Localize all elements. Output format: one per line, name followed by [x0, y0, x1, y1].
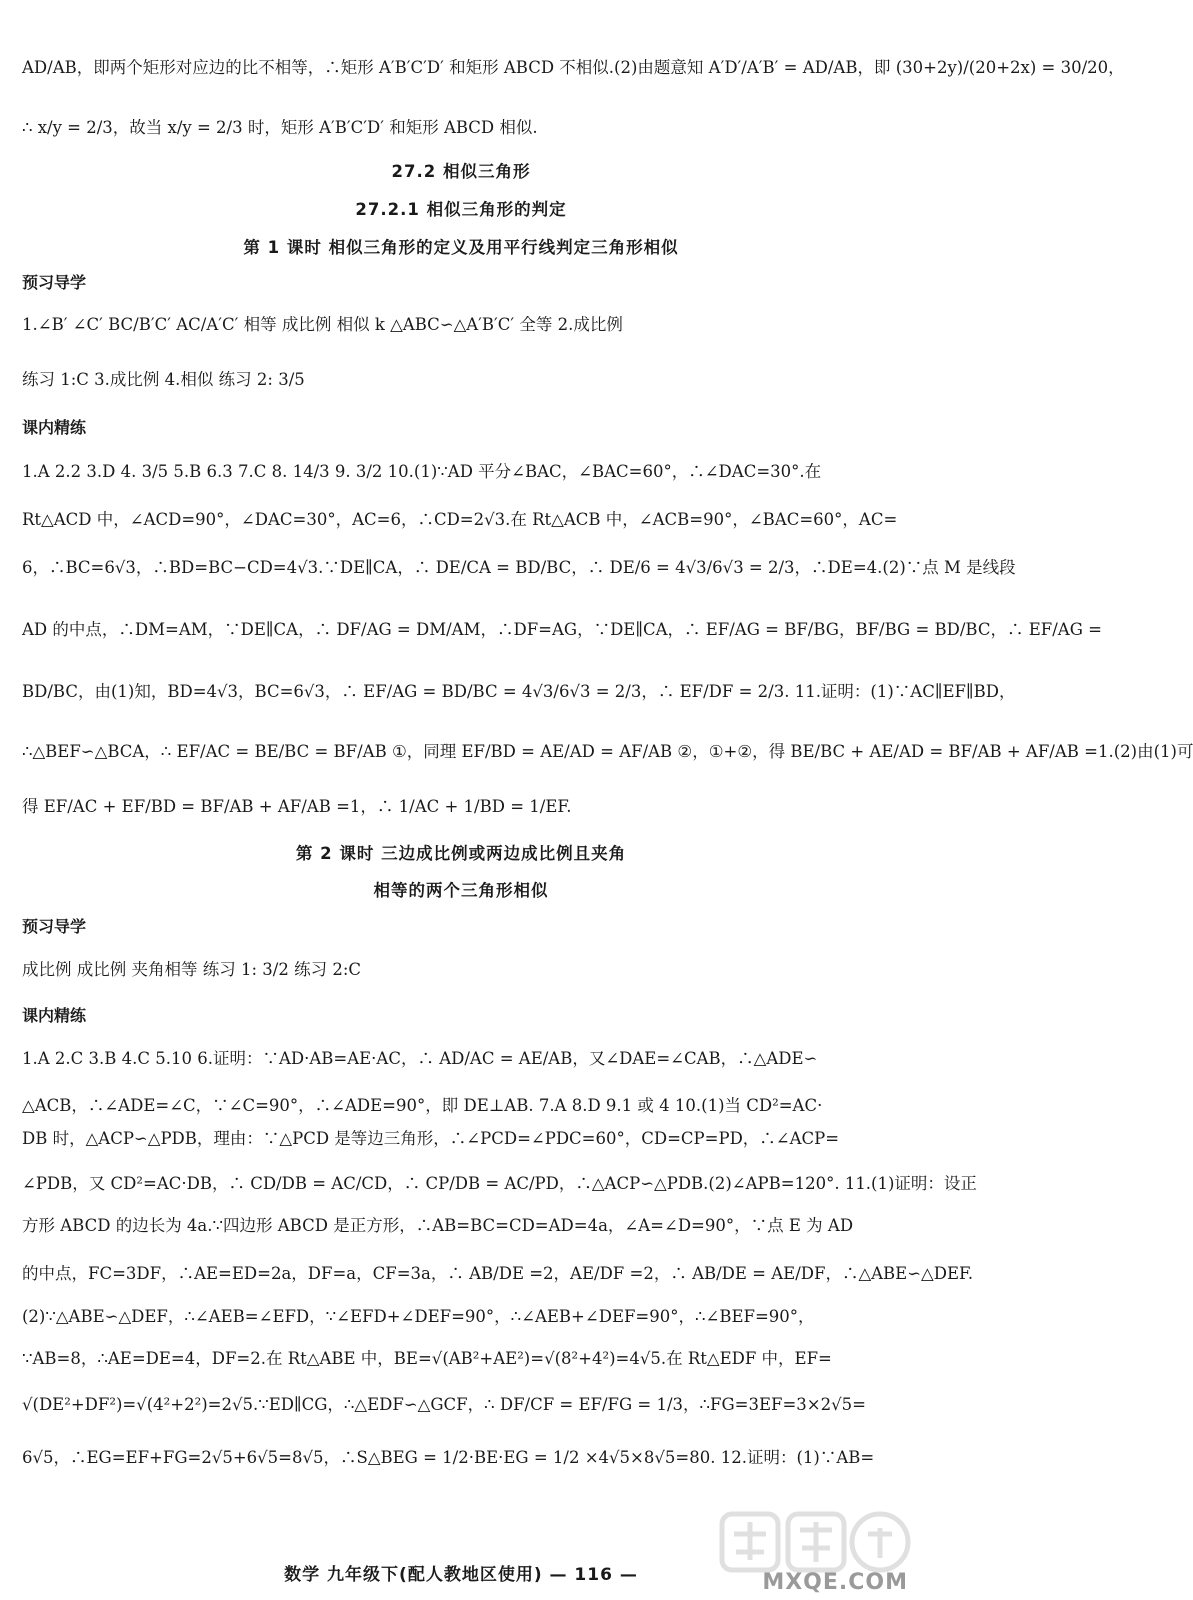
- text-line: 1.A 2.C 3.B 4.C 5.10 6.证明：∵AD·AB=AE·AC，∴ AD/AC = AE/AB，又∠DAE=∠CAB，∴△ADE∽: [22, 1049, 818, 1068]
- text-line: ∴ x/y = 2/3，故当 x/y = 2/3 时，矩形 A′B′C′D′ 和矩形 ABCD 相似.: [22, 118, 538, 137]
- text-line: Rt△ACD 中，∠ACD=90°，∠DAC=30°，AC=6，∴CD=2√3.在 Rt△ACB 中，∠ACB=90°，∠BAC=60°，AC=: [22, 510, 898, 529]
- text-line: △ACB，∴∠ADE=∠C，∵∠C=90°，∴∠ADE=90°，即 DE⊥AB. 7.A 8.D 9.1 或 4 10.(1)当 CD²=AC·: [22, 1096, 823, 1115]
- text-line: 6√5，∴EG=EF+FG=2√5+6√5=8√5，∴S△BEG = 1/2·BE·EG = 1/2 ×4√5×8√5=80. 12.证明：(1)∵AB=: [22, 1448, 875, 1467]
- preview-label: 预习导学: [22, 273, 87, 292]
- text-line: AD 的中点，∴DM=AM，∵DE∥CA，∴ DF/AG = DM/AM，∴DF=AG，∵DE∥CA，∴ EF/AG = BF/BG，BF/BG = BD/BC，∴ EF/AG =: [22, 620, 1102, 639]
- text-line: 1.∠B′ ∠C′ BC/B′C′ AC/A′C′ 相等 成比例 相似 k △ABC∽△A′B′C′ 全等 2.成比例: [22, 315, 623, 334]
- text-line: 方形 ABCD 的边长为 4a.∵四边形 ABCD 是正方形，∴AB=BC=CD=AD=4a，∠A=∠D=90°，∵点 E 为 AD: [22, 1216, 854, 1235]
- preview-label: 预习导学: [22, 917, 87, 936]
- text-line: AD/AB，即两个矩形对应边的比不相等，∴矩形 A′B′C′D′ 和矩形 ABCD 不相似.(2)由题意知 A′D′/A′B′ = AD/AB，即 (30+2y)/(20+2x) = 30/20，: [22, 58, 1125, 77]
- text-line: BD/BC，由(1)知，BD=4√3，BC=6√3，∴ EF/AG = BD/BC = 4√3/6√3 = 2/3，∴ EF/DF = 2/3. 11.证明：(1)∵AC∥EF∥BD，: [22, 682, 1016, 701]
- subsection-heading: 27.2.1 相似三角形的判定: [355, 200, 567, 219]
- text-line: ∵AB=8，∴AE=DE=4，DF=2.在 Rt△ABE 中，BE=√(AB²+AE²)=√(8²+4²)=4√5.在 Rt△EDF 中，EF=: [22, 1349, 832, 1368]
- text-line: √(DE²+DF²)=√(4²+2²)=2√5.∵ED∥CG，∴△EDF∽△GCF，∴ DF/CF = EF/FG = 1/3，∴FG=3EF=3×2√5=: [22, 1395, 866, 1414]
- practice-label: 课内精练: [22, 1006, 87, 1025]
- section-heading: 27.2 相似三角形: [391, 162, 531, 181]
- page-footer: 数学 九年级下(配人教地区使用) — 116 —: [284, 1565, 638, 1585]
- text-line: DB 时，△ACP∽△PDB，理由：∵△PCD 是等边三角形，∴∠PCD=∠PDC=60°，CD=CP=PD，∴∠ACP=: [22, 1129, 840, 1148]
- text-line: 1.A 2.2 3.D 4. 3/5 5.B 6.3 7.C 8. 14/3 9. 3/2 10.(1)∵AD 平分∠BAC，∠BAC=60°，∴∠DAC=30°.在: [22, 462, 822, 481]
- text-line: (2)∵△ABE∽△DEF，∴∠AEB=∠EFD，∵∠EFD+∠DEF=90°，∴∠AEB+∠DEF=90°，∴∠BEF=90°，: [22, 1307, 815, 1326]
- text-line: ∴△BEF∽△BCA，∴ EF/AC = BE/BC = BF/AB ①，同理 EF/BD = AE/AD = AF/AB ②，①+②，得 BE/BC + AE/AD = BF/AB + AF/AB =1.(2)由(1)可: [22, 742, 1193, 761]
- text-line: 得 EF/AC + EF/BD = BF/AB + AF/AB =1，∴ 1/AC + 1/BD = 1/EF.: [22, 797, 572, 816]
- text-line: 成比例 成比例 夹角相等 练习 1: 3/2 练习 2:C: [22, 960, 362, 979]
- watermark-text: MXQE.COM: [762, 1570, 908, 1595]
- lesson-heading-cont: 相等的两个三角形相似: [373, 881, 549, 900]
- text-line: 6，∴BC=6√3，∴BD=BC−CD=4√3.∵DE∥CA，∴ DE/CA = BD/BC，∴ DE/6 = 4√3/6√3 = 2/3，∴DE=4.(2)∵点 M 是线段: [22, 558, 1016, 577]
- practice-label: 课内精练: [22, 418, 87, 437]
- lesson-heading: 第 2 课时 三边成比例或两边成比例且夹角: [295, 844, 627, 863]
- text-line: 练习 1:C 3.成比例 4.相似 练习 2: 3/5: [22, 370, 305, 389]
- text-line: ∠PDB，又 CD²=AC·DB，∴ CD/DB = AC/CD，∴ CP/DB = AC/PD，∴△ACP∽△PDB.(2)∠APB=120°. 11.(1)证明：设正: [22, 1174, 977, 1193]
- text-line: 的中点，FC=3DF，∴AE=ED=2a，DF=a，CF=3a，∴ AB/DE =2，AE/DF =2，∴ AB/DE = AE/DF，∴△ABE∽△DEF.: [22, 1264, 974, 1283]
- lesson-heading: 第 1 课时 相似三角形的定义及用平行线判定三角形相似: [243, 238, 679, 257]
